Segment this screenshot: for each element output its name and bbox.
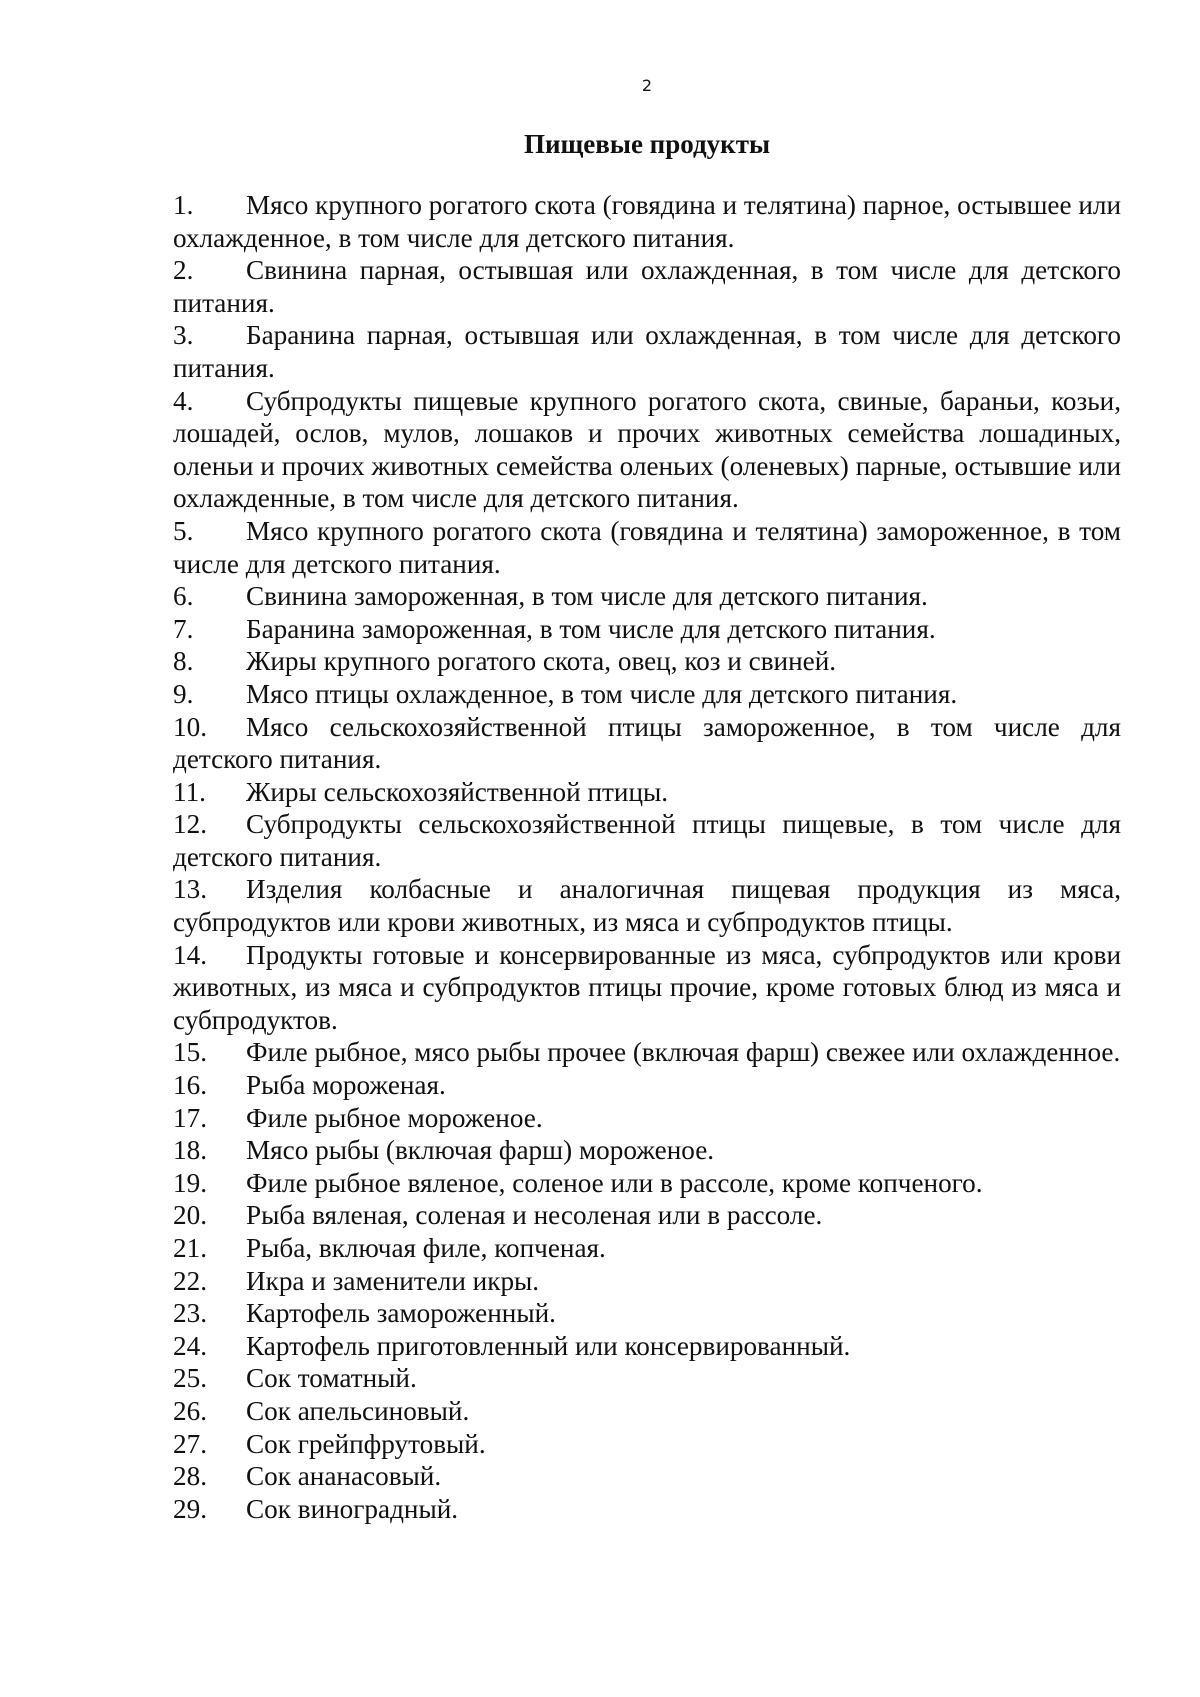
list-item-number: 4. — [173, 385, 194, 416]
list-item-number: 25. — [173, 1363, 207, 1394]
page-number: 2 — [641, 76, 653, 95]
list-item — [173, 1069, 1121, 1102]
list-item-text: Субпродукты пищевые крупного рогатого скота, свиные, бараньи, козьи, лошадей, ослов, мулов, лошаков и прочих животных семейства лошадиных, оленьи и прочих животных семейства оленьих (оленевых) парные, остывшие или охлажденные, в том числе для детского питания. — [173, 385, 1121, 514]
list-item-number: 18. — [173, 1135, 207, 1166]
list-item — [173, 580, 1121, 613]
list-item-text: Изделия колбасные и аналогичная пищевая продукция из мяса, субпродуктов или крови животных, из мяса и субпродуктов птицы. — [173, 874, 1121, 938]
list-item-number: 5. — [173, 515, 194, 546]
list-item — [173, 873, 1121, 938]
list-item-text: Рыба, включая филе, копченая. — [246, 1233, 606, 1263]
list-item — [173, 1460, 1121, 1493]
list-item-number: 3. — [173, 320, 194, 351]
list-item-text: Свинина замороженная, в том числе для детского питания. — [246, 581, 928, 612]
list-item-number: 15. — [173, 1037, 207, 1068]
list-item-number: 2. — [173, 255, 194, 286]
list-item-text: Баранина парная, остывшая или охлажденная, в том числе для детского питания. — [173, 320, 1121, 383]
list-item-text: Субпродукты сельскохозяйственной птицы пищевые, в том числе для детского питания. — [173, 809, 1121, 872]
list-item-number: 11. — [173, 776, 206, 807]
list-item — [173, 1362, 1121, 1395]
list-item — [173, 254, 1121, 319]
list-item-text: Свинина парная, остывшая или охлажденная, в том числе для детского питания. — [173, 255, 1121, 318]
list-item-text: Сок томатный. — [246, 1363, 417, 1394]
list-item-text: Филе рыбное, мясо рыбы прочее (включая фарш) свежее или охлажденное. — [246, 1037, 1121, 1068]
list-item — [173, 1428, 1121, 1461]
list-item-text: Мясо сельскохозяйственной птицы замороженное, в том числе для детского питания. — [173, 711, 1121, 775]
list-item-number: 10. — [173, 711, 207, 742]
list-item — [173, 678, 1121, 711]
list-item-number: 8. — [173, 646, 194, 677]
list-item — [173, 711, 1121, 776]
list-item-number: 29. — [173, 1493, 207, 1524]
list-item-text: Продукты готовые и консервированные из мяса, субпродуктов или крови животных, из мяса и субпродуктов птицы прочие, кроме готовых блюд из мяса и субпродуктов. — [173, 939, 1121, 1035]
list-item-number: 7. — [173, 613, 194, 644]
list-item — [173, 1297, 1121, 1330]
list-item — [173, 1265, 1121, 1298]
list-item-number: 24. — [173, 1330, 207, 1361]
list-item-text: Картофель замороженный. — [246, 1298, 556, 1329]
list-item — [173, 515, 1121, 580]
list-item — [173, 1134, 1121, 1167]
list-item — [173, 1493, 1121, 1526]
list-item-number: 9. — [173, 678, 194, 709]
list-item-text: Картофель приготовленный или консервированный. — [246, 1330, 851, 1361]
list-item-number: 28. — [173, 1461, 207, 1492]
list-item-text: Сок апельсиновый. — [246, 1395, 470, 1426]
list-item-text: Рыба мороженая. — [246, 1070, 446, 1101]
list-item-text: Мясо птицы охлажденное, в том числе для детского питания. — [246, 678, 958, 709]
list-item — [173, 385, 1121, 515]
list-item-text: Жиры крупного рогатого скота, овец, коз и свиней. — [246, 646, 837, 677]
list-item-number: 23. — [173, 1298, 207, 1329]
list-item-text: Икра и заменители икры. — [246, 1265, 540, 1296]
list-item-text: Сок ананасовый. — [246, 1461, 442, 1492]
list-item — [173, 939, 1121, 1037]
list-item — [173, 1199, 1121, 1232]
list-item-number: 12. — [173, 809, 207, 840]
list-item — [173, 1330, 1121, 1363]
list-item-number: 20. — [173, 1200, 207, 1231]
list-item — [173, 189, 1121, 254]
list-item-text: Сок грейпфрутовый. — [246, 1428, 486, 1459]
list-item — [173, 1036, 1121, 1069]
list-item-text: Рыба вяленая, соленая и несоленая или в рассоле. — [246, 1200, 823, 1231]
list-item-number: 26. — [173, 1395, 207, 1426]
list-item-number: 16. — [173, 1070, 207, 1101]
list-item-number: 13. — [173, 874, 207, 905]
list-item-text: Филе рыбное вяленое, соленое или в рассоле, кроме копченого. — [246, 1167, 983, 1198]
list-item-number: 19. — [173, 1167, 207, 1198]
list-item-number: 14. — [173, 939, 207, 970]
list-item-text: Мясо крупного рогатого скота (говядина и телятина) замороженное, в том числе для детского питания. — [173, 515, 1121, 579]
list-item — [173, 319, 1121, 384]
list-item — [173, 613, 1121, 646]
list-item-number: 22. — [173, 1265, 207, 1296]
list-item — [173, 645, 1121, 678]
list-item — [173, 1232, 1121, 1265]
list-item — [173, 1102, 1121, 1135]
list-item-text: Жиры сельскохозяйственной птицы. — [246, 776, 669, 807]
list-item-number: 21. — [173, 1233, 207, 1263]
list-item — [173, 1167, 1121, 1200]
list-item-number: 1. — [173, 190, 194, 220]
list-item-text: Филе рыбное мороженое. — [246, 1102, 543, 1133]
list-item-text: Мясо крупного рогатого скота (говядина и телятина) парное, остывшее или охлажденное, в том числе для детского питания. — [173, 190, 1121, 253]
list-item-number: 6. — [173, 581, 194, 612]
list-item-text: Сок виноградный. — [246, 1493, 459, 1524]
list-item — [173, 776, 1121, 809]
page-title: Пищевые продукты — [523, 129, 771, 159]
list-item — [173, 808, 1121, 873]
list-item — [173, 1395, 1121, 1428]
list-item-number: 27. — [173, 1428, 207, 1459]
list-item-text: Мясо рыбы (включая фарш) мороженое. — [246, 1135, 715, 1166]
product-list — [173, 189, 1121, 1525]
list-item-number: 17. — [173, 1102, 207, 1133]
list-item-text: Баранина замороженная, в том числе для детского питания. — [246, 613, 936, 644]
